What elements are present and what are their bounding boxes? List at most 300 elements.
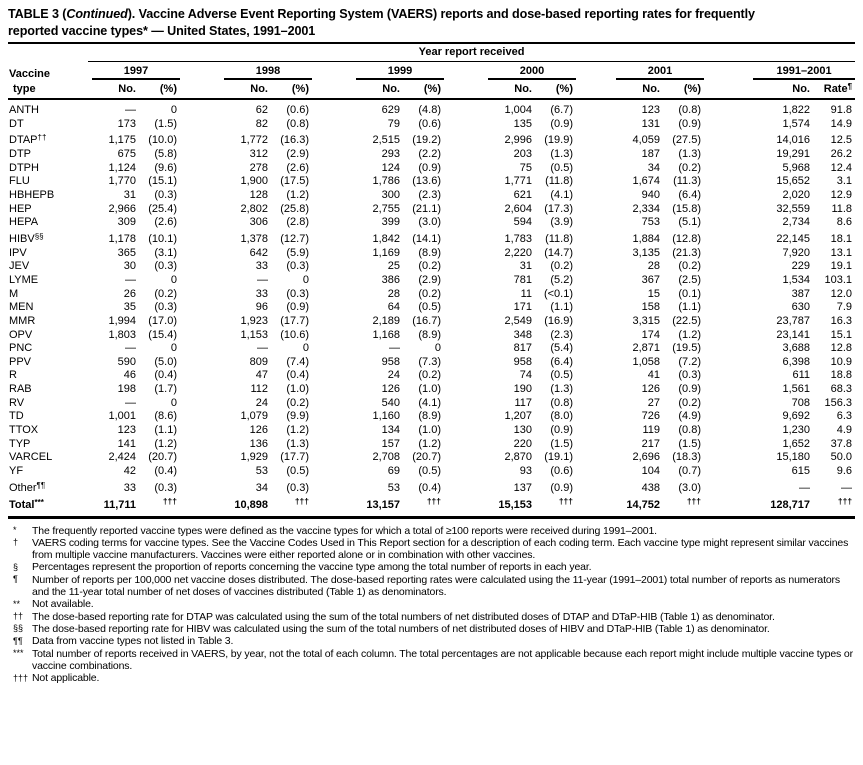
value-cell: 103.1: [824, 273, 853, 286]
value-cell: 30: [123, 260, 136, 273]
value-cell: 126: [641, 383, 660, 396]
value-cell: (10.1): [148, 232, 177, 245]
value-cell: 46: [123, 369, 136, 382]
value-cell: (2.2): [418, 147, 441, 160]
vaccine-type-label: HEP: [9, 202, 32, 215]
value-cell: (0.9): [678, 117, 701, 130]
col-subheader: [180, 80, 268, 99]
value-cell: (18.3): [672, 451, 701, 464]
value-cell: 11.8: [831, 202, 853, 215]
value-cell: (17.0): [148, 314, 177, 327]
value-cell: 629: [381, 104, 400, 116]
value-cell: (0.7): [678, 465, 701, 478]
vaccine-type-label: DTP: [9, 147, 31, 160]
footnote-text: Number of reports per 100,000 net vaccine doses distributed. The dose-based reporting rates were calculated using the 11-year (1991–2001) total number of reports as numerators and the 11-year total number of net doses of vaccines distributed (Table 1) as denominators.: [32, 573, 841, 599]
value-cell: (0.3): [154, 260, 177, 273]
table-row: [8, 495, 855, 517]
value-cell: (0.2): [418, 260, 441, 273]
value-cell: 117: [514, 396, 532, 409]
value-cell: 11: [520, 287, 532, 300]
vaccine-type-label: R: [9, 369, 17, 382]
value-cell: (0.2): [154, 287, 177, 300]
value-cell: (0.2): [678, 396, 701, 409]
value-cell: (0.9): [418, 161, 441, 174]
value-cell: 19,291: [776, 147, 810, 160]
value-cell: 10.9: [830, 355, 853, 368]
vaccine-type-cell: [8, 118, 88, 132]
value-cell: (1.5): [550, 437, 573, 450]
footnote-text: VAERS coding terms for vaccine types. See the Vaccine Codes Used in This Report section for a description of each coding term. Each vaccine type might represent similar vaccines from multiple vaccine manufacturers. Vaccines were either reported alone or in combination with other vaccines.: [32, 536, 849, 562]
vaccine-type-label: RAB: [9, 383, 32, 396]
value-cell: 1,771: [504, 175, 532, 188]
vaccine-type-label: JEV: [9, 260, 30, 273]
vaccine-type-label: PNC: [9, 342, 33, 355]
col-subheader: [532, 80, 576, 99]
value-cell: (22.5): [672, 314, 701, 327]
year-group-header: [312, 62, 444, 80]
value-cell: 4.9: [836, 424, 853, 437]
value-cell: (0.5): [550, 161, 573, 174]
value-cell: —: [799, 481, 810, 494]
footnote-text: Not applicable.: [32, 672, 100, 685]
value-cell: (0.2): [418, 287, 441, 300]
table-row: [8, 424, 855, 438]
footnote: [8, 635, 855, 647]
value-cell: 0: [170, 396, 177, 409]
value-cell: 13.1: [830, 246, 853, 259]
table-title-continued: Continued: [66, 7, 128, 21]
value-cell: (15.4): [148, 328, 177, 341]
value-cell: 25: [387, 260, 400, 273]
vaccine-type-label: HBHEPB: [9, 188, 55, 201]
value-cell: 2,708: [372, 451, 400, 464]
value-cell: 675: [117, 147, 136, 160]
table-row: [8, 329, 855, 343]
table-row: [8, 342, 855, 356]
value-cell: (6.7): [550, 104, 573, 116]
value-cell: 41: [647, 369, 660, 382]
value-cell: 68.3: [830, 383, 853, 396]
value-cell: 8.6: [836, 216, 853, 229]
value-cell: (1.2): [418, 437, 441, 450]
table-row: [8, 288, 855, 302]
value-cell: (0.3): [154, 481, 177, 494]
value-cell: 130: [513, 424, 532, 437]
table-body: [8, 99, 855, 517]
footnote-marker: §§: [13, 623, 24, 634]
col-subheader: [268, 80, 312, 99]
value-cell: 14.9: [830, 117, 853, 130]
vaccine-type-label: ANTH: [9, 104, 39, 116]
value-cell: —: [125, 273, 136, 286]
value-cell: 1,786: [372, 175, 400, 188]
year-group-label: 1991–2001: [753, 65, 855, 80]
table-row: [8, 451, 855, 465]
value-cell: (0.3): [286, 287, 309, 300]
value-cell: 278: [249, 161, 268, 174]
table-row: [8, 274, 855, 288]
vaccine-type-cell: [8, 438, 88, 452]
value-cell: 1,207: [504, 410, 532, 423]
value-cell: 1,994: [108, 314, 136, 327]
value-cell: (12.8): [672, 232, 701, 245]
value-cell: (7.3): [418, 355, 441, 368]
value-cell: 34: [647, 161, 660, 174]
value-cell: 11,711: [88, 495, 136, 517]
value-cell: 1,822: [782, 104, 810, 116]
value-cell: 18.1: [830, 232, 853, 245]
footnote: [8, 561, 855, 573]
value-cell: (<0.1): [543, 287, 573, 300]
value-cell: 940: [641, 188, 660, 201]
subheaders-row: [8, 80, 855, 99]
value-cell: 26.2: [830, 147, 853, 160]
value-cell: (20.7): [412, 451, 441, 464]
value-cell: (14.1): [412, 232, 441, 245]
value-cell: 3,688: [782, 342, 810, 355]
value-cell: 309: [117, 216, 136, 229]
col-subheader-label: (%): [291, 83, 309, 95]
value-cell: 126: [381, 383, 400, 396]
value-cell: 1,178: [108, 232, 136, 245]
year-group-header: [180, 62, 312, 80]
vaccine-type-cell: [8, 230, 88, 247]
year-group-header: [444, 62, 576, 80]
col-subheader-label: No.: [382, 83, 400, 95]
table-row: [8, 397, 855, 411]
value-cell: 0: [170, 342, 177, 355]
value-cell: (8.0): [550, 410, 573, 423]
footnote-text: The dose-based reporting rate for HIBV was calculated using the sum of the total numbers of net distributed doses of HIBV and DTaP-HIB (Table 1) as denominator.: [32, 622, 770, 635]
value-cell: (21.3): [672, 246, 701, 259]
footnote-marker: †††: [13, 672, 29, 683]
value-cell: 2,020: [782, 188, 810, 201]
value-cell: —: [125, 342, 136, 355]
value-cell: 726: [641, 410, 660, 423]
value-cell: 82: [255, 117, 268, 130]
value-cell: (11.8): [545, 232, 573, 245]
value-cell: 217: [641, 437, 660, 450]
footnote-marker: *: [13, 525, 17, 536]
value-cell: 42: [123, 465, 136, 478]
value-cell: 23,787: [776, 314, 810, 327]
value-cell: 69: [387, 465, 400, 478]
value-cell: 1,803: [108, 328, 136, 341]
value-cell: —: [125, 396, 136, 409]
year-span-header: Year report received: [88, 46, 855, 62]
footnote-ref: ††: [37, 133, 47, 143]
value-cell: 33: [123, 481, 136, 494]
value-cell: 187: [641, 147, 660, 160]
value-cell: [532, 495, 576, 517]
spanner-row: [8, 43, 855, 62]
value-cell: (0.4): [286, 369, 309, 382]
table-title-line2: reported vaccine types* — United States, 1991–2001: [8, 23, 316, 38]
vaccine-type-label: RV: [9, 396, 25, 409]
value-cell: 708: [791, 396, 810, 409]
value-cell: (1.1): [154, 424, 177, 437]
value-cell: (1.2): [286, 188, 309, 201]
table-row: [8, 438, 855, 452]
value-cell: 2,870: [504, 451, 532, 464]
value-cell: 136: [249, 437, 268, 450]
footnote-marker: ¶: [13, 574, 18, 585]
value-cell: (0.2): [286, 396, 309, 409]
value-cell: 28: [387, 287, 400, 300]
table-row: [8, 356, 855, 370]
value-cell: 190: [513, 383, 532, 396]
footnote: [8, 525, 855, 537]
vaccine-type-label: TYP: [9, 437, 31, 450]
value-cell: 24: [255, 396, 268, 409]
table-row: [8, 383, 855, 397]
vaccine-type-label: TD: [9, 410, 24, 423]
value-cell: 594: [513, 216, 532, 229]
value-cell: 15,652: [776, 175, 810, 188]
value-cell: 365: [117, 246, 136, 259]
value-cell: 1,168: [372, 328, 400, 341]
value-cell: (4.1): [418, 396, 441, 409]
value-cell: (1.5): [678, 437, 701, 450]
value-cell: (2.8): [286, 216, 309, 229]
vaccine-type-cell: [8, 329, 88, 343]
value-cell: (19.1): [544, 451, 573, 464]
value-cell: 0: [170, 104, 177, 116]
vaccine-type-label: HEPA: [9, 216, 39, 229]
value-cell: (1.7): [154, 383, 177, 396]
value-cell: 312: [249, 147, 268, 160]
footnote-ref: ¶: [847, 82, 853, 91]
footnote: [8, 611, 855, 623]
value-cell: 642: [249, 246, 268, 259]
value-cell: 753: [641, 216, 660, 229]
vaccine-type-cell: [8, 495, 88, 517]
value-cell: 958: [513, 355, 532, 368]
value-cell: (15.8): [672, 202, 701, 215]
value-cell: (1.0): [418, 424, 441, 437]
value-cell: (19.2): [412, 134, 441, 147]
not-applicable-daggers: †††: [837, 496, 853, 507]
value-cell: 174: [641, 328, 660, 341]
value-cell: 1,900: [240, 175, 268, 188]
vaccine-type-label: PPV: [9, 355, 32, 368]
value-cell: 1,561: [782, 383, 810, 396]
vaccine-type-cell: [8, 260, 88, 274]
vaccine-type-cell: [8, 247, 88, 261]
value-cell: 2,549: [504, 314, 532, 327]
not-applicable-daggers: †††: [558, 496, 573, 507]
vaccine-type-cell: [8, 356, 88, 370]
value-cell: (14.7): [544, 246, 573, 259]
footnote-ref: ***: [34, 497, 44, 507]
value-cell: 14,752: [576, 495, 660, 517]
table-row: [8, 247, 855, 261]
year-group-header: [88, 62, 180, 80]
year-group-header: [704, 62, 855, 80]
vaccine-type-label: DTAP: [9, 134, 38, 147]
value-cell: (16.7): [412, 314, 441, 327]
vaccine-type-cell: [8, 397, 88, 411]
vaccine-type-label: M: [9, 287, 19, 300]
value-cell: 18.8: [830, 369, 853, 382]
value-cell: (0.5): [286, 465, 309, 478]
col-subheader-label: No.: [118, 83, 136, 95]
vaccine-type-cell: [8, 369, 88, 383]
vaccine-type-label: Total: [9, 498, 35, 511]
value-cell: (27.5): [672, 134, 701, 147]
table-row: [8, 118, 855, 132]
value-cell: (0.9): [678, 383, 701, 396]
value-cell: 64: [387, 301, 400, 314]
value-cell: (0.4): [154, 369, 177, 382]
value-cell: (0.2): [550, 260, 573, 273]
table-row: [8, 162, 855, 176]
value-cell: (3.0): [418, 216, 441, 229]
value-cell: (2.6): [154, 216, 177, 229]
table-row: [8, 131, 855, 148]
vaccine-type-label: MMR: [9, 314, 36, 327]
value-cell: (17.7): [280, 314, 309, 327]
value-cell: (1.0): [286, 383, 309, 396]
value-cell: (21.1): [412, 202, 441, 215]
value-cell: (6.4): [678, 188, 701, 201]
value-cell: 1,001: [108, 410, 136, 423]
value-cell: 34: [255, 481, 268, 494]
table-title-rest: ). Vaccine Adverse Event Reporting System (VAERS) reports and dose-based reporting rates for frequently: [127, 7, 755, 21]
value-cell: (0.3): [154, 188, 177, 201]
table-row: [8, 216, 855, 230]
table-title: [8, 6, 855, 39]
vaccine-type-label: YF: [9, 465, 24, 478]
value-cell: 9,692: [782, 410, 810, 423]
value-cell: 2,334: [632, 202, 660, 215]
vaers-table: [8, 42, 855, 519]
value-cell: 958: [381, 355, 400, 368]
value-cell: —: [125, 104, 136, 116]
value-cell: 0: [170, 273, 177, 286]
value-cell: 220: [513, 437, 532, 450]
value-cell: (8.9): [418, 328, 441, 341]
table-row: [8, 301, 855, 315]
value-cell: 23,141: [776, 328, 810, 341]
value-cell: (0.9): [550, 117, 573, 130]
value-cell: —: [257, 273, 268, 286]
value-cell: (2.9): [286, 147, 309, 160]
value-cell: 615: [791, 465, 810, 478]
value-cell: (1.3): [678, 147, 701, 160]
col-subheader-label: (%): [683, 83, 701, 95]
value-cell: 2,189: [372, 314, 400, 327]
value-cell: 7.9: [836, 301, 853, 314]
value-cell: 1,770: [108, 175, 136, 188]
value-cell: [136, 495, 180, 517]
col-subheader-label: Rate: [823, 83, 848, 95]
footnote-ref: ¶¶: [36, 480, 46, 490]
value-cell: (2.3): [550, 328, 573, 341]
value-cell: 112: [250, 383, 268, 396]
year-group-label: 1997: [92, 65, 180, 80]
value-cell: (0.2): [678, 260, 701, 273]
value-cell: 1,652: [782, 437, 810, 450]
value-cell: 123: [641, 104, 660, 116]
value-cell: 2,696: [632, 451, 660, 464]
value-cell: 62: [255, 104, 268, 116]
value-cell: (1.3): [550, 383, 573, 396]
value-cell: (2.5): [678, 273, 701, 286]
footnote-text: Total number of reports received in VAERS, by year, not the total of each column. The total percentages are not applicable because each report might include multiple vaccine types or vaccine combinations.: [32, 647, 853, 672]
footnotes-section: [8, 525, 855, 685]
value-cell: (1.2): [154, 437, 177, 450]
value-cell: 31: [519, 260, 532, 273]
vaccine-type-cell: [8, 410, 88, 424]
footnote: [8, 672, 855, 684]
value-cell: (3.0): [678, 481, 701, 494]
table-row: [8, 260, 855, 274]
table-row: [8, 203, 855, 217]
value-cell: (7.2): [678, 355, 701, 368]
value-cell: 1,058: [632, 355, 660, 368]
value-cell: (0.5): [418, 465, 441, 478]
vaccine-col-header-line2: type: [8, 80, 88, 99]
value-cell: [268, 495, 312, 517]
col-subheader-label: (%): [555, 83, 573, 95]
value-cell: 27: [647, 396, 660, 409]
value-cell: (0.4): [418, 481, 441, 494]
footnote-text: The frequently reported vaccine types were defined as the vaccine types for which a total of ≥100 reports were received during 1991–2001.: [32, 524, 657, 537]
value-cell: 33: [255, 260, 268, 273]
value-cell: 47: [255, 369, 268, 382]
value-cell: 1,923: [240, 314, 268, 327]
table-title-prefix: TABLE 3 (: [8, 7, 67, 21]
value-cell: 137: [513, 481, 532, 494]
value-cell: (1.2): [286, 424, 309, 437]
year-group-header: [576, 62, 704, 80]
value-cell: (0.4): [154, 465, 177, 478]
value-cell: (5.2): [550, 273, 573, 286]
vaccine-type-label: OPV: [9, 328, 33, 341]
value-cell: 15.1: [830, 328, 853, 341]
value-cell: 12.5: [830, 134, 853, 147]
value-cell: 28: [647, 260, 660, 273]
value-cell: 293: [381, 147, 400, 160]
value-cell: (1.0): [418, 383, 441, 396]
year-span-cell: [88, 43, 855, 62]
value-cell: 12.4: [830, 161, 853, 174]
col-subheader: [400, 80, 444, 99]
value-cell: (0.2): [418, 369, 441, 382]
vaccine-type-cell: [8, 342, 88, 356]
value-cell: 1,674: [632, 175, 660, 188]
value-cell: 1,574: [782, 117, 810, 130]
value-cell: 300: [381, 188, 400, 201]
value-cell: (0.8): [550, 396, 573, 409]
value-cell: 96: [255, 301, 268, 314]
value-cell: 1,772: [240, 134, 268, 147]
value-cell: (8.6): [154, 410, 177, 423]
value-cell: 119: [642, 424, 660, 437]
value-cell: 5,968: [782, 161, 810, 174]
year-group-label: 2000: [488, 65, 576, 80]
table-row: [8, 99, 855, 118]
value-cell: (5.0): [154, 355, 177, 368]
vaccine-type-cell: [8, 216, 88, 230]
vaccine-type-cell: [8, 274, 88, 288]
vaccine-type-cell: [8, 99, 88, 118]
value-cell: 24: [387, 369, 400, 382]
value-cell: (1.2): [678, 328, 701, 341]
value-cell: (17.7): [280, 451, 309, 464]
value-cell: 1,378: [240, 232, 268, 245]
